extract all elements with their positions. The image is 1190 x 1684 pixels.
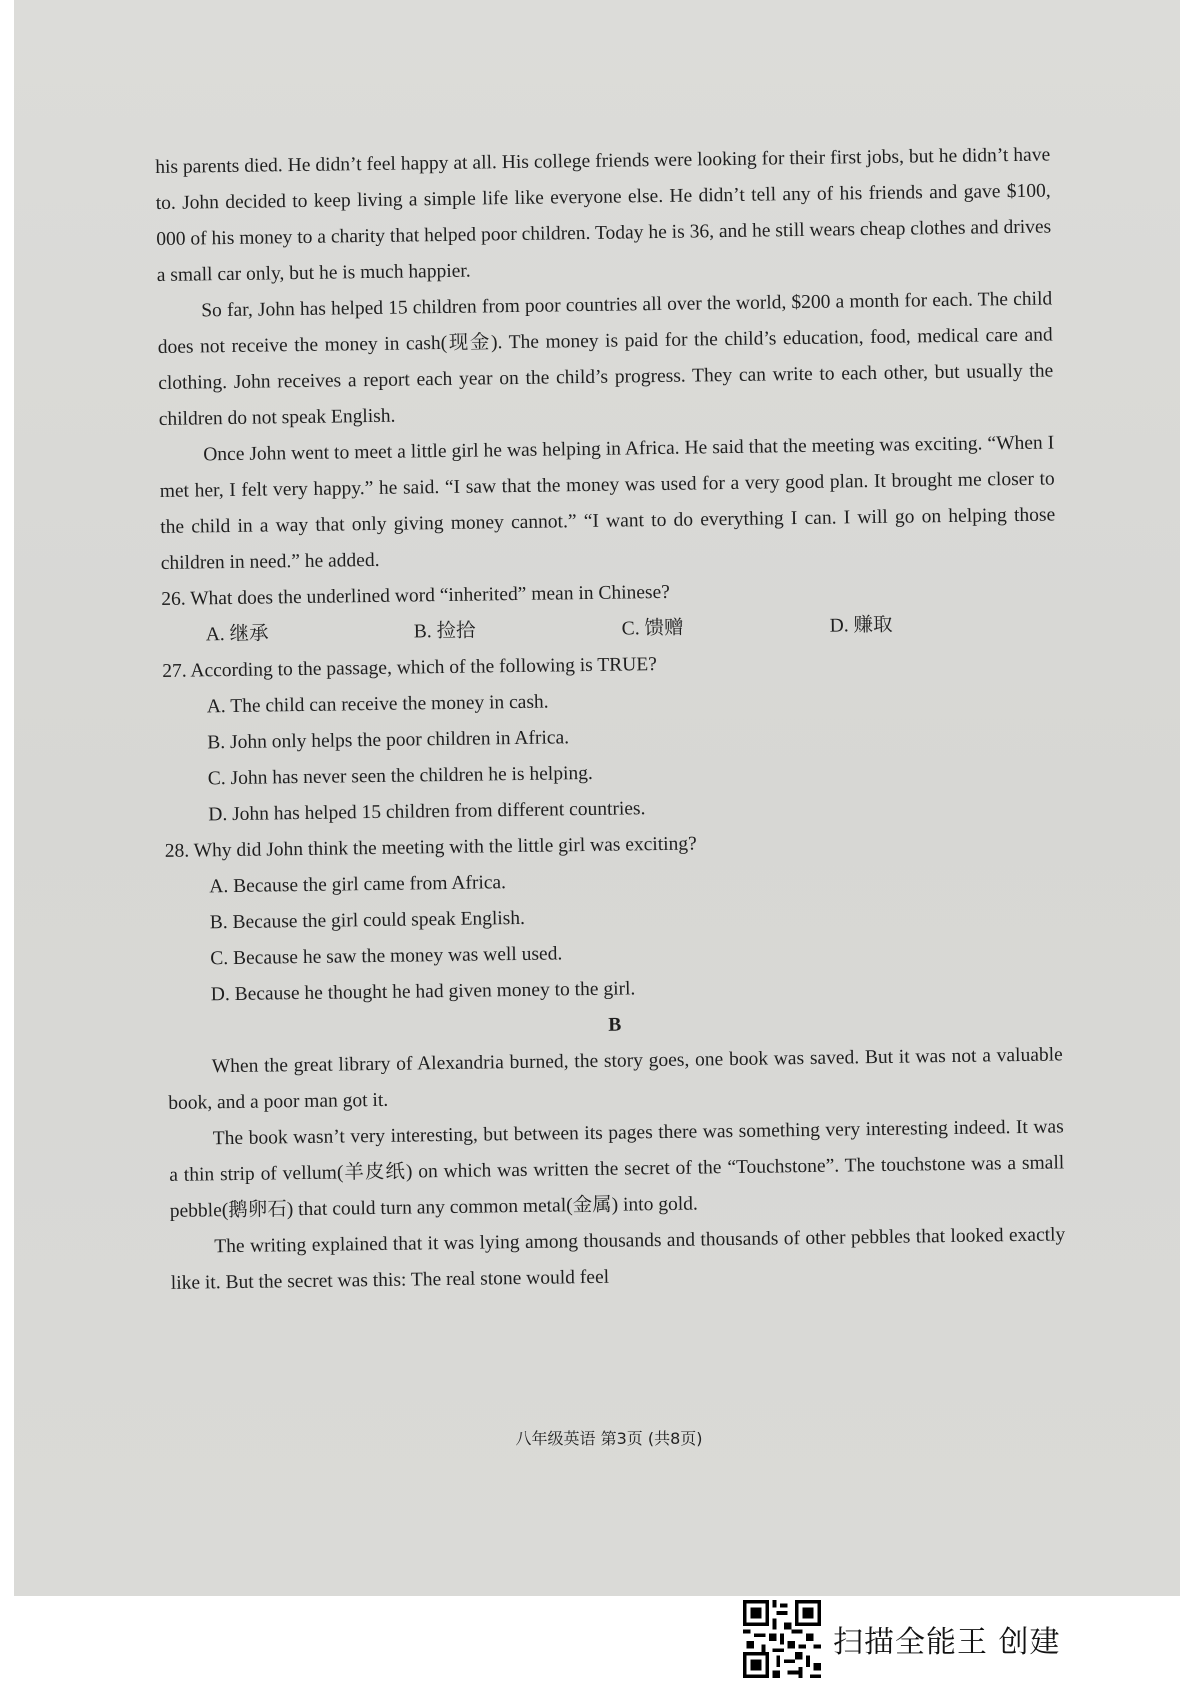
question-26-option-a: A. 继承: [205, 623, 269, 646]
passage-b-paragraph-2: The book wasn’t very interesting, but between its pages there was something very interesting indeed. It was a thin strip of vellum(羊皮纸) on which was written the secret of the “Touchstone”. The touchstone was a small pebble(鹅卵石) that could turn any common metal(金属) into gold.: [169, 1116, 1065, 1222]
scanned-page: [14, 0, 1180, 1596]
question-26-option-b: B. 捡拾: [413, 620, 476, 643]
passage-a-paragraph-3: Once John went to meet a little girl he was helping in Africa. He said that the meeting was exciting. “When I met her, I felt very happy.” he said. “I saw that the money was used for a very good plan. It brought me closer to the child in a way that only giving money cannot.” “I want to do everything I can. I will go on helping those children in need.” he added.: [159, 432, 1056, 574]
question-28-option-c: C. Because he saw the money was well used.: [210, 943, 563, 970]
question-26-option-d: D. 赚取: [829, 614, 893, 637]
question-28-option-d: D. Because he thought he had given money to the girl.: [210, 978, 636, 1006]
question-27-option-d: D. John has helped 15 children from different countries.: [208, 798, 646, 826]
question-26-stem: 26. What does the underlined word “inherited” mean in Chinese?: [161, 581, 671, 610]
question-28-option-a: A. Because the girl came from Africa.: [209, 872, 507, 898]
section-b-title: B: [608, 1014, 622, 1036]
qr-code-icon: [743, 1600, 821, 1678]
scanner-watermark: [743, 1598, 1061, 1680]
page-content: [155, 138, 1066, 1302]
passage-b-paragraph-3: The writing explained that it was lying among thousands and thousands of other pebbles that looked exactly like it. But the secret was this: The real stone would feel: [170, 1224, 1066, 1294]
scanner-brand-label: 扫描全能王 创建: [833, 1625, 1061, 1660]
question-27-option-b: B. John only helps the poor children in Africa.: [207, 727, 570, 754]
question-28-option-b: B. Because the girl could speak English.: [209, 907, 526, 934]
page-footer: 八年级英语 第3页 (共8页): [515, 1429, 703, 1448]
question-26-option-c: C. 馈赠: [621, 617, 684, 640]
passage-a-paragraph-2: So far, John has helped 15 children from poor countries all over the world, $200 a month for each. The child does not receive the money in cash(现金). The money is paid for the child’s education, food, medical care and clothing. John receives a report each year on the child’s progress. They can write to each other, but usually the children do not speak English.: [157, 288, 1054, 430]
passage-b-paragraph-1: When the great library of Alexandria burned, the story goes, one book was saved. But it was not a valuable book, and a poor man got it.: [168, 1044, 1063, 1114]
question-28-stem: 28. Why did John think the meeting with the little girl was exciting?: [164, 833, 697, 862]
question-27-option-c: C. John has never seen the children he is helping.: [207, 762, 593, 790]
passage-a-paragraph-1: his parents died. He didn’t feel happy at all. His college friends were looking for their first jobs, but he didn’t have to. John decided to keep living a simple life like everyone else. He didn’t tell any of his friends and gave $100, 000 of his money to a charity that helped poor children. Today he is 36, and he still wears cheap clothes and drives a small car only, but he is much happier.: [155, 144, 1052, 286]
question-27-stem: 27. According to the passage, which of the following is TRUE?: [162, 654, 658, 682]
question-27-option-a: A. The child can receive the money in cash.: [206, 691, 549, 718]
